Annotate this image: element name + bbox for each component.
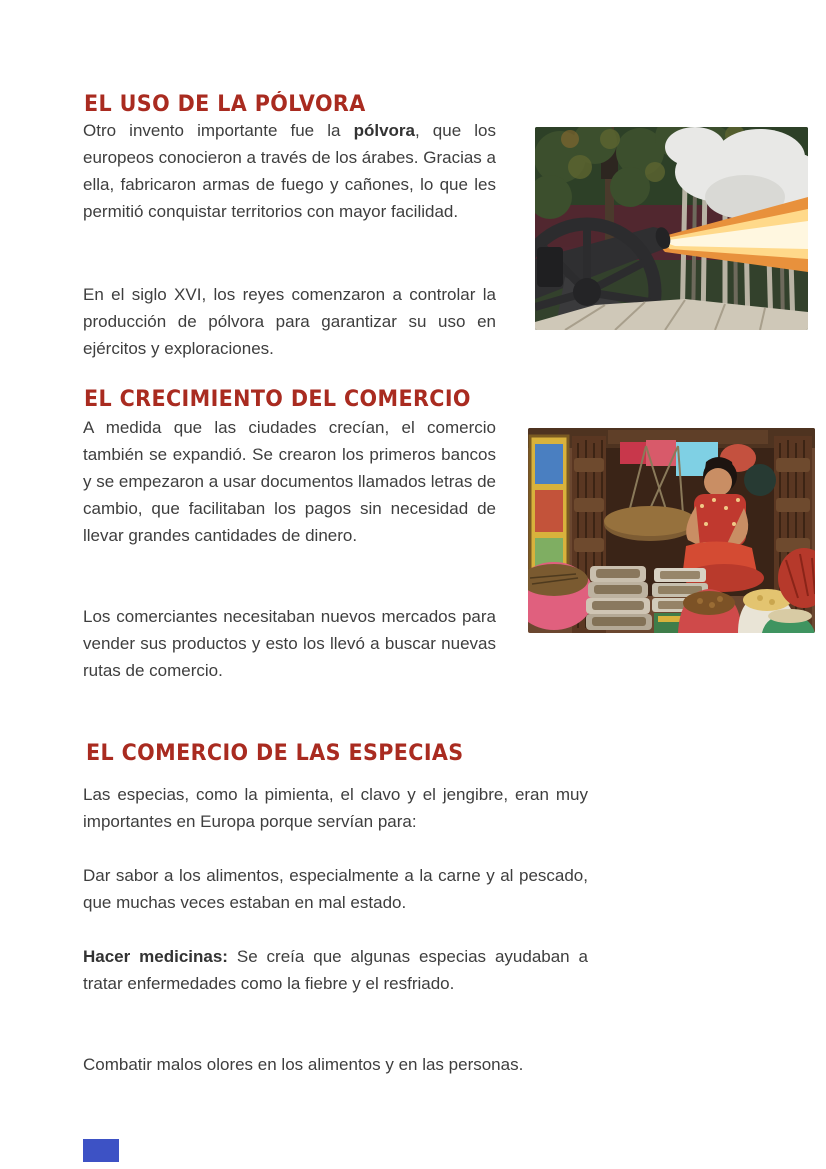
section-heading-polvora: EL USO DE LA PÓLVORA — [84, 92, 366, 117]
paragraph-especias-1: Las especias, como la pimienta, el clavo y el jengibre, eran muy importantes en Europa porque servían para: — [83, 785, 588, 831]
section-heading-especias: EL COMERCIO DE LAS ESPECIAS — [86, 741, 464, 766]
bold-term-polvora: pólvora — [353, 121, 415, 140]
footer-accent-bar — [83, 1139, 119, 1162]
paragraph-especias-2: Dar sabor a los alimentos, especialmente a la carne y al pescado, que muchas veces estaban en mal estado. — [83, 866, 588, 912]
paragraph-run: Se creía que algunas especias ayudaban a tratar enfermedades como la fiebre y el resfriado. — [83, 947, 588, 993]
paragraph-polvora-2: En el siglo XVI, los reyes comenzaron a controlar la producción de pólvora para garantizar su uso en ejércitos y exploraciones. — [83, 285, 496, 358]
paragraph-polvora-1 — [83, 117, 496, 225]
paragraph-especias-4: Combatir malos olores en los alimentos y en las personas. — [83, 1055, 524, 1074]
cannon-photo — [535, 127, 808, 330]
paragraph-comercio-2: Los comerciantes necesitaban nuevos mercados para vender sus productos y esto los llevó a buscar nuevas rutas de comercio. — [83, 607, 496, 680]
bold-lead-hacer-medicinas: Hacer medicinas: — [83, 947, 228, 966]
market-illustration — [528, 428, 815, 633]
cannon-illustration — [535, 127, 808, 330]
paragraph-run: , que los europeos conocieron a través de los árabes. Gracias a ella, fabricaron armas de fuego y cañones, lo que les permitió conquistar territorios con mayor facilidad. — [83, 121, 497, 221]
section-heading-comercio: EL CRECIMIENTO DEL COMERCIO — [84, 387, 471, 412]
paragraph-comercio-1: A medida que las ciudades crecían, el comercio también se expandió. Se crearon los primeros bancos y se empezaron a usar documentos llamados letras de cambio, que facilitaban los pagos sin necesidad de llevar grandes cantidades de dinero. — [83, 418, 496, 545]
paragraph-run: Otro invento importante fue la — [83, 121, 354, 140]
market-photo — [528, 428, 815, 633]
paragraph-especias-3 — [83, 943, 588, 997]
